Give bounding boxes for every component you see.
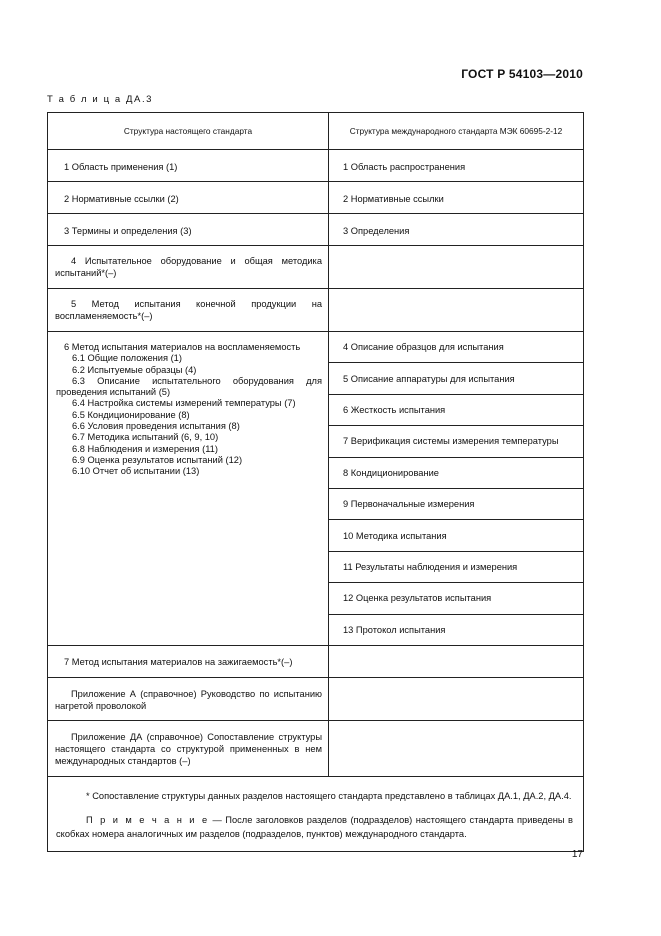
table-row xyxy=(48,181,583,213)
left-cell xyxy=(48,289,329,331)
right-subcell: 5 Описание аппаратуры для испытания xyxy=(329,362,583,393)
right-cell: 2 Нормативные ссылки xyxy=(343,193,444,204)
group-subitem: 6.8 Наблюдения и измерения (11) xyxy=(72,443,218,454)
right-subcell: 13 Протокол испытания xyxy=(329,614,583,645)
table-header-row xyxy=(48,113,583,149)
column-header-left: Структура настоящего стандарта xyxy=(48,113,329,149)
left-cell-text: Приложение ДА (справочное) Сопоставление структуры настоящего стандарта со структурой примененных в нем международных стандартов (–) xyxy=(55,731,322,766)
right-cell xyxy=(329,289,583,331)
note-text: — После заголовков разделов (подразделов) настоящего стандарта приведены в скобках номера аналогичных им разделов (подразделов, пунктов) международного стандарта. xyxy=(56,814,573,839)
right-cell xyxy=(329,646,583,677)
right-subcell: 12 Оценка результатов испытания xyxy=(329,582,583,613)
note xyxy=(56,813,573,841)
left-cell-group xyxy=(48,332,329,645)
left-cell: 1 Область применения (1) xyxy=(48,150,329,181)
group-subitem: 6.6 Условия проведения испытания (8) xyxy=(72,421,240,432)
table-caption: Т а б л и ц а ДА.3 xyxy=(47,94,154,105)
table-row xyxy=(48,720,583,776)
table-footer xyxy=(48,777,583,851)
right-subcell: 4 Описание образцов для испытания xyxy=(343,342,504,353)
group-subitem: 6.2 Испытуемые образцы (4) xyxy=(72,364,197,375)
left-cell: 2 Нормативные ссылки (2) xyxy=(48,182,329,213)
page-number: 17 xyxy=(571,849,583,860)
right-cell xyxy=(329,721,583,776)
group-subitem: 6.7 Методика испытаний (6, 9, 10) xyxy=(72,432,219,443)
right-cell xyxy=(329,246,583,288)
group-heading: 6 Метод испытания материалов на воспламеняемость xyxy=(64,342,301,352)
left-cell: 3 Термины и определения (3) xyxy=(48,214,329,245)
group-subitem: 6.3 Описание испытательного оборудования для проведения испытаний (5) xyxy=(56,375,322,398)
group-subitem: 6.9 Оценка результатов испытаний (12) xyxy=(72,454,243,465)
table-footer-row xyxy=(48,776,583,851)
column-header-right: Структура международного стандарта МЭК 60695-2-12 xyxy=(349,126,563,136)
right-cell xyxy=(329,678,583,720)
table-row-group-6 xyxy=(48,331,583,645)
right-subcell: 9 Первоначальные измерения xyxy=(329,488,583,519)
right-subcell: 6 Жесткость испытания xyxy=(329,394,583,425)
right-subcell: 7 Верификация системы измерения температуры xyxy=(329,425,583,456)
group-subitem: 6.1 Общие положения (1) xyxy=(72,353,182,364)
left-cell xyxy=(48,246,329,288)
left-cell xyxy=(48,678,329,720)
right-cell: 3 Определения xyxy=(343,225,410,236)
comparison-table xyxy=(47,112,584,852)
table-row xyxy=(48,677,583,720)
right-cell-group xyxy=(329,332,583,645)
left-cell-text: 5 Метод испытания конечной продукции на воспламеняемость*(–) xyxy=(55,299,322,321)
right-subcell: 10 Методика испытания xyxy=(329,519,583,550)
group-subitem: 6.5 Кондиционирование (8) xyxy=(72,409,190,420)
table-row xyxy=(48,213,583,245)
footnote: * Сопоставление структуры данных разделов настоящего стандарта представлено в таблицах ДА.1, ДА.2, ДА.4. xyxy=(86,790,572,801)
right-cell: 1 Область распространения xyxy=(343,161,466,172)
group-subitem: 6.4 Настройка системы измерений температуры (7) xyxy=(72,398,296,409)
document-code: ГОСТ Р 54103—2010 xyxy=(461,67,583,81)
note-label: П р и м е ч а н и е xyxy=(86,814,210,825)
table-row xyxy=(48,288,583,331)
left-cell-text: 4 Испытательное оборудование и общая методика испытаний*(–) xyxy=(55,256,322,278)
table-row xyxy=(48,149,583,181)
right-subcell: 11 Результаты наблюдения и измерения xyxy=(329,551,583,582)
group-subitem: 6.10 Отчет об испытании (13) xyxy=(72,466,200,477)
right-subcell: 8 Кондиционирование xyxy=(329,457,583,488)
left-cell xyxy=(48,721,329,776)
table-row xyxy=(48,245,583,288)
table-row xyxy=(48,645,583,677)
left-cell-text: Приложение А (справочное) Руководство по испытанию нагретой проволокой xyxy=(55,688,322,711)
left-cell: 7 Метод испытания материалов на зажигаемость*(–) xyxy=(48,646,329,677)
